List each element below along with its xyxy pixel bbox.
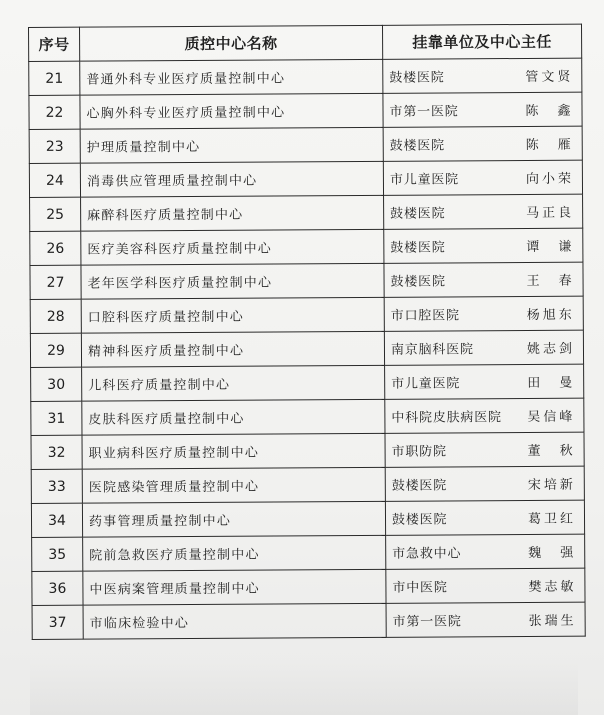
center-director: 管文贤 bbox=[525, 69, 574, 85]
host-unit: 中科院皮肤病医院 bbox=[391, 410, 502, 426]
row-number: 22 bbox=[29, 95, 80, 129]
row-number: 36 bbox=[32, 571, 83, 605]
center-director: 葛卫红 bbox=[527, 511, 577, 527]
unit-director-cell bbox=[384, 194, 583, 229]
table-row bbox=[30, 194, 583, 231]
host-unit: 鼓楼医院 bbox=[389, 70, 445, 86]
center-name: 消毒供应管理质量控制中心 bbox=[80, 161, 383, 197]
center-name: 麻醉科医疗质量控制中心 bbox=[81, 195, 384, 231]
center-director: 田 曼 bbox=[527, 375, 576, 391]
row-number: 29 bbox=[30, 333, 81, 367]
table-row bbox=[31, 500, 584, 537]
center-director: 魏 强 bbox=[528, 545, 577, 561]
center-name: 中医病案管理质量控制中心 bbox=[83, 569, 386, 605]
quality-control-center-table bbox=[28, 24, 586, 640]
row-number: 21 bbox=[29, 61, 80, 95]
center-name: 精神科医疗质量控制中心 bbox=[81, 331, 384, 367]
center-director: 向小荣 bbox=[525, 171, 574, 187]
row-number: 23 bbox=[29, 129, 80, 163]
center-name: 老年医学科医疗质量控制中心 bbox=[81, 263, 384, 299]
table-row bbox=[32, 602, 585, 639]
unit-director-cell bbox=[383, 92, 582, 127]
host-unit: 南京脑科医院 bbox=[390, 342, 474, 358]
header-no: 序号 bbox=[29, 27, 80, 61]
center-name: 心胸外科专业医疗质量控制中心 bbox=[80, 93, 383, 129]
center-director: 王 春 bbox=[526, 273, 575, 289]
unit-director-cell bbox=[385, 432, 584, 467]
center-name: 职业病科医疗质量控制中心 bbox=[82, 433, 385, 469]
center-director: 董 秋 bbox=[527, 443, 576, 459]
host-unit: 鼓楼医院 bbox=[390, 206, 446, 222]
table-row bbox=[30, 262, 583, 299]
host-unit: 鼓楼医院 bbox=[391, 478, 448, 494]
row-number: 35 bbox=[32, 537, 83, 571]
table-row bbox=[29, 160, 582, 197]
center-name: 药事管理质量控制中心 bbox=[82, 501, 385, 537]
unit-director-cell bbox=[386, 602, 585, 637]
center-name: 儿科医疗质量控制中心 bbox=[82, 365, 385, 401]
host-unit: 市第一医院 bbox=[392, 614, 462, 630]
unit-director-cell bbox=[385, 466, 584, 501]
center-name: 市临床检验中心 bbox=[83, 603, 386, 639]
center-director: 陈 鑫 bbox=[525, 103, 574, 119]
host-unit: 市急救中心 bbox=[392, 546, 462, 562]
table-row bbox=[32, 534, 585, 571]
center-director: 吴信峰 bbox=[527, 409, 576, 425]
table-row bbox=[31, 466, 584, 503]
unit-director-cell bbox=[384, 262, 583, 297]
unit-director-cell bbox=[384, 296, 583, 331]
center-director: 谭 谦 bbox=[526, 239, 575, 255]
unit-director-cell bbox=[386, 568, 585, 603]
host-unit: 市第一医院 bbox=[389, 104, 459, 120]
table-row bbox=[29, 58, 582, 95]
unit-director-cell bbox=[386, 534, 585, 569]
unit-director-cell bbox=[383, 58, 582, 93]
host-unit: 市中医院 bbox=[392, 580, 448, 596]
center-name: 护理质量控制中心 bbox=[80, 127, 383, 163]
center-name: 院前急救医疗质量控制中心 bbox=[83, 535, 386, 571]
center-director: 姚志剑 bbox=[526, 341, 576, 357]
center-name: 皮肤科医疗质量控制中心 bbox=[82, 399, 385, 435]
center-name: 医院感染管理质量控制中心 bbox=[82, 467, 385, 503]
row-number: 28 bbox=[30, 299, 81, 333]
center-name: 医疗美容科医疗质量控制中心 bbox=[81, 229, 384, 265]
host-unit: 鼓楼医院 bbox=[391, 512, 448, 528]
row-number: 33 bbox=[31, 469, 82, 503]
center-director: 马正良 bbox=[526, 205, 575, 221]
table-row bbox=[30, 296, 583, 333]
table-row bbox=[31, 364, 584, 401]
host-unit: 市儿童医院 bbox=[389, 172, 460, 188]
center-director: 樊志敏 bbox=[528, 579, 577, 595]
center-director: 杨旭东 bbox=[526, 307, 575, 323]
center-name: 口腔科医疗质量控制中心 bbox=[81, 297, 384, 333]
host-unit: 市口腔医院 bbox=[390, 308, 460, 324]
header-unit-director: 挂靠单位及中心主任 bbox=[382, 24, 581, 59]
row-number: 30 bbox=[31, 367, 82, 401]
table-row bbox=[31, 398, 584, 435]
row-number: 37 bbox=[32, 605, 83, 639]
table-row bbox=[31, 432, 584, 469]
row-number: 32 bbox=[31, 435, 82, 469]
row-number: 25 bbox=[30, 197, 81, 231]
row-number: 27 bbox=[30, 265, 81, 299]
table-row bbox=[29, 92, 582, 129]
table-row bbox=[30, 330, 583, 367]
unit-director-cell bbox=[385, 500, 584, 535]
host-unit: 鼓楼医院 bbox=[390, 274, 446, 290]
center-director: 宋培新 bbox=[527, 477, 576, 493]
center-name: 普通外科专业医疗质量控制中心 bbox=[80, 59, 383, 95]
row-number: 24 bbox=[29, 163, 80, 197]
center-director: 张瑞生 bbox=[528, 613, 577, 629]
host-unit: 市职防院 bbox=[391, 444, 447, 460]
row-number: 34 bbox=[31, 503, 82, 537]
table-header-row bbox=[29, 24, 582, 61]
row-number: 26 bbox=[30, 231, 81, 265]
unit-director-cell bbox=[384, 330, 583, 365]
unit-director-cell bbox=[384, 228, 583, 263]
page-bottom-shadow bbox=[30, 660, 578, 715]
center-director: 陈 雁 bbox=[525, 137, 574, 153]
unit-director-cell bbox=[385, 398, 584, 433]
header-center-name: 质控中心名称 bbox=[80, 25, 383, 61]
unit-director-cell bbox=[383, 126, 582, 161]
unit-director-cell bbox=[383, 160, 582, 195]
row-number: 31 bbox=[31, 401, 82, 435]
table-row bbox=[30, 228, 583, 265]
table-row bbox=[29, 126, 582, 163]
table-row bbox=[32, 568, 585, 605]
host-unit: 鼓楼医院 bbox=[390, 240, 446, 256]
host-unit: 市儿童医院 bbox=[391, 376, 461, 392]
host-unit: 鼓楼医院 bbox=[389, 138, 445, 154]
unit-director-cell bbox=[385, 364, 584, 399]
